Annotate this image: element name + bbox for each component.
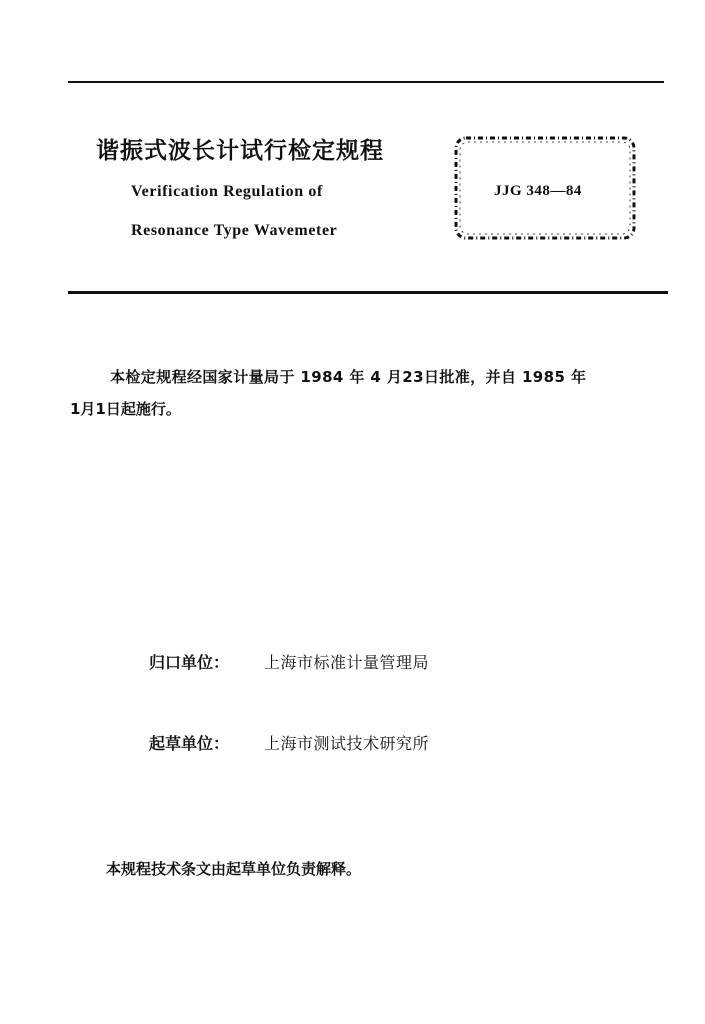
bottom-rule — [68, 291, 668, 294]
governing-unit-label: 归口单位： — [149, 653, 230, 672]
drafting-unit-label: 起草单位： — [149, 734, 230, 753]
top-rule — [68, 81, 664, 83]
title-english-line-2: Resonance Type Wavemeter — [131, 222, 338, 239]
drafting-unit-row — [149, 731, 429, 754]
approval-text-line-2: 1月1日起施行。 — [70, 400, 181, 418]
governing-unit-row — [149, 650, 429, 673]
approval-text-line-1: 本检定规程经国家计量局于 1984 年 4 月23日批准，并自 1985 年 — [110, 368, 587, 386]
regulation-code-box — [450, 130, 640, 246]
regulation-code: JJG 348—84 — [494, 183, 582, 199]
title-english-line-1: Verification Regulation of — [131, 183, 323, 200]
interpretation-note: 本规程技术条文由起草单位负责解释。 — [106, 860, 362, 878]
governing-unit-value: 上海市标准计量管理局 — [264, 653, 430, 672]
drafting-unit-value: 上海市测试技术研究所 — [264, 734, 430, 753]
title-chinese: 谐振式波长计试行检定规程 — [96, 138, 384, 164]
